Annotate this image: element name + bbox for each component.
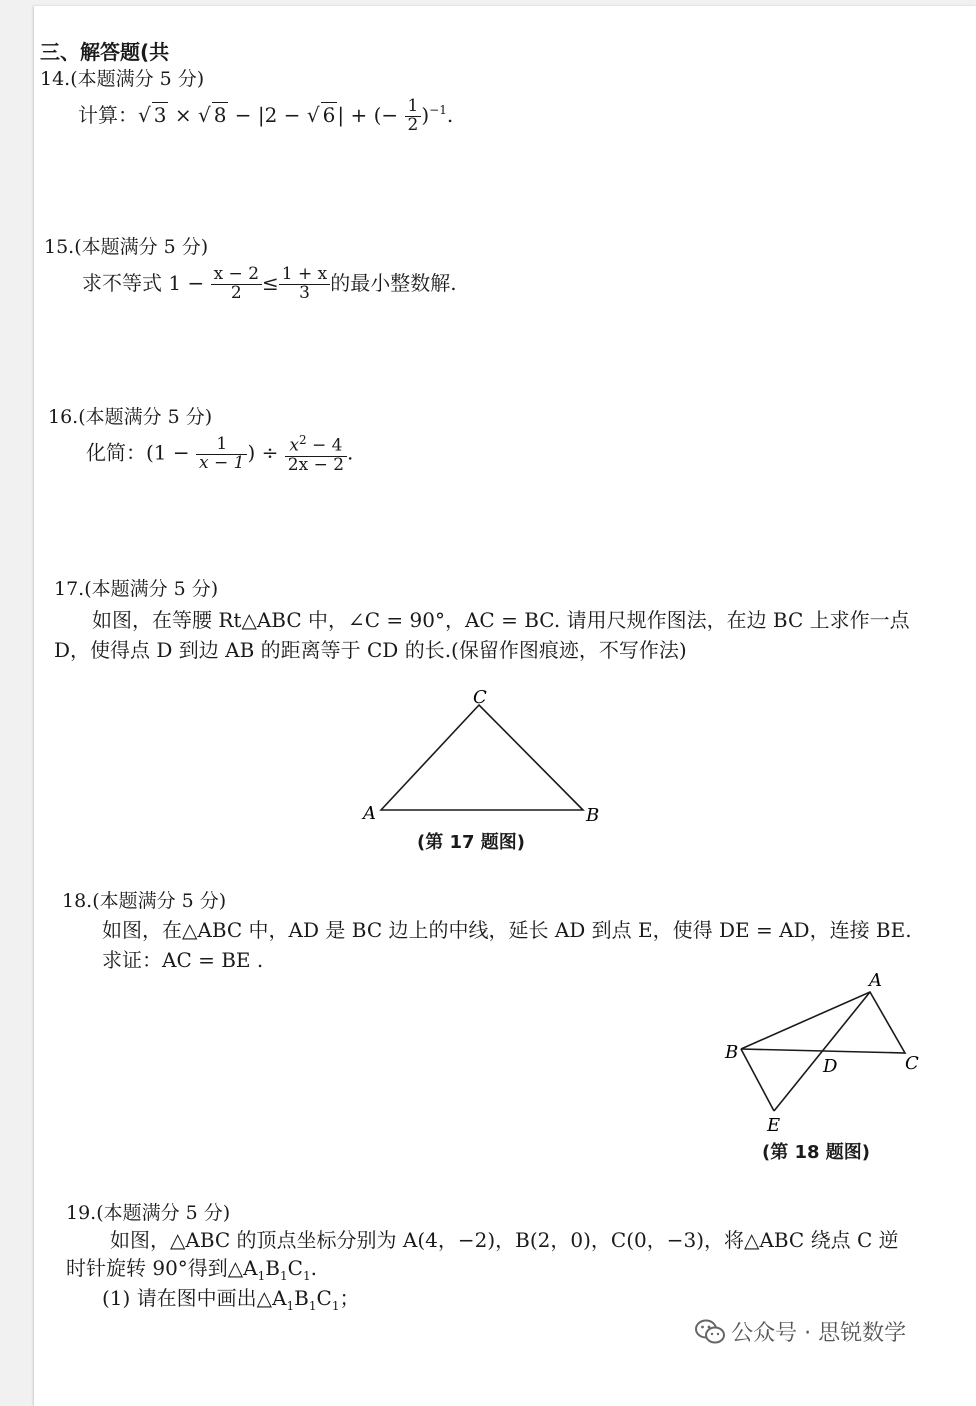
q16-f1-den: x − 1 — [199, 452, 245, 473]
q16-prompt: 化简：(1 − — [86, 440, 190, 465]
q17-line-2: D，使得点 D 到边 AB 的距离等于 CD 的长.(保留作图痕迹，不写作法) — [54, 638, 687, 662]
q17-label-b: B — [586, 805, 600, 826]
q14-fraction — [405, 98, 422, 135]
q16-f2-num-base: x — [289, 435, 299, 456]
q19-part-1 — [102, 1282, 359, 1313]
q19-part-sub-2: 1 — [308, 1299, 317, 1313]
watermark — [694, 1316, 906, 1347]
q17-label-a: A — [363, 803, 376, 824]
q17-line-1: 如图，在等腰 Rt△ABC 中，∠C = 90°，AC = BC. 请用尺规作图法，在边 BC 上求作一点 — [92, 608, 910, 632]
q18-segment-be — [741, 1049, 774, 1111]
q16-f2-den: 2x − 2 — [287, 454, 345, 475]
q19-part-1-end: ； — [339, 1286, 360, 1310]
q18-label-a: A — [869, 970, 882, 991]
q18-triangle-abc — [741, 992, 905, 1053]
q16-f2-num — [285, 434, 347, 457]
q19-line-2-end: . — [310, 1256, 317, 1280]
q14-times: × — [174, 102, 192, 127]
q15-f2-num: 1 + x — [279, 266, 330, 285]
q17-caption: (第 17 题图) — [417, 832, 526, 853]
q19-line-2 — [66, 1252, 317, 1283]
q19-points: (本题满分 5 分) — [96, 1202, 231, 1224]
q15-fraction-2 — [279, 266, 330, 303]
q18-line-2: 求证：AC = BE . — [102, 948, 264, 972]
q14-prompt: 计算： — [78, 102, 138, 127]
q14-exponent: −1 — [429, 103, 447, 118]
q19-line-2-b: B — [265, 1256, 280, 1280]
q14-end: . — [446, 102, 454, 127]
q17-header — [54, 574, 218, 601]
q15-leq: ≤ — [262, 270, 279, 295]
q19-header — [66, 1198, 230, 1225]
q14-abs-close: | + (− — [337, 102, 399, 127]
q19-sub-1: 1 — [257, 1269, 266, 1283]
q19-line-2-c: C — [287, 1256, 303, 1280]
q18-number: 18. — [62, 890, 93, 912]
q18-line-1: 如图，在△ABC 中，AD 是 BC 边上的中线，延长 AD 到点 E，使得 DE = AD，连接 BE. — [102, 918, 912, 942]
q19-part-c: C — [316, 1286, 332, 1310]
q17-number: 17. — [54, 578, 85, 600]
q18-label-c: C — [905, 1053, 919, 1074]
q19-part-1-pre: (1) 请在图中画出△A — [102, 1286, 287, 1310]
q14-close: ) — [421, 102, 430, 127]
q16-f1-num: 1 — [196, 436, 247, 455]
q16-expression — [86, 434, 353, 474]
q18-label-d: D — [823, 1056, 838, 1077]
q16-number: 16. — [48, 406, 79, 428]
q19-sub-3: 1 — [302, 1269, 311, 1283]
q14-frac-num: 1 — [405, 98, 422, 117]
q14-header — [40, 64, 204, 91]
q14-minus-abs: − |2 − — [228, 102, 301, 127]
q19-part-sub-1: 1 — [286, 1299, 295, 1313]
q19-part-b: B — [294, 1286, 309, 1310]
q15-fraction-1 — [211, 266, 262, 303]
q15-number: 15. — [44, 236, 75, 258]
q17-triangle-figure — [355, 683, 615, 828]
wechat-icon — [694, 1318, 726, 1346]
q15-end: 的最小整数解. — [330, 270, 457, 295]
q16-fraction-2 — [285, 434, 347, 474]
q15-f1-num: x − 2 — [211, 266, 262, 285]
q16-fraction-1 — [196, 433, 247, 473]
q19-part-sub-3: 1 — [331, 1299, 340, 1313]
q17-triangle — [381, 705, 583, 810]
q16-divide: ) ÷ — [247, 440, 279, 465]
q19-line-2-pre: 时针旋转 90°得到△A — [66, 1256, 258, 1280]
q18-points: (本题满分 5 分) — [92, 890, 227, 912]
q14-radicand-1: 3 — [153, 102, 167, 127]
watermark-text: 公众号 · 思锐数学 — [731, 1321, 907, 1346]
q15-expression — [82, 266, 457, 303]
q16-points: (本题满分 5 分) — [78, 406, 213, 428]
q15-points: (本题满分 5 分) — [74, 236, 209, 258]
q16-f2-num-exp: 2 — [298, 433, 307, 447]
q14-points: (本题满分 5 分) — [70, 68, 205, 90]
q15-header — [44, 232, 208, 259]
q15-prompt: 求不等式 1 − — [82, 270, 205, 295]
q17-points: (本题满分 5 分) — [84, 578, 219, 600]
section-heading: 三、解答题(共 — [40, 40, 170, 64]
q15-f1-den: 2 — [230, 282, 242, 303]
q15-f2-den: 3 — [299, 282, 310, 303]
q16-end: . — [347, 440, 354, 465]
q19-line-1: 如图，△ABC 的顶点坐标分别为 A(4，−2)，B(2，0)，C(0，−3)，将△ABC 绕点 C 逆 — [110, 1228, 899, 1252]
q18-label-e: E — [767, 1115, 781, 1136]
q16-header — [48, 402, 212, 429]
q18-caption: (第 18 题图) — [762, 1142, 871, 1163]
q14-radicand-2: 8 — [213, 102, 227, 127]
q16-f2-num-rest: − 4 — [306, 435, 343, 456]
q14-number: 14. — [40, 68, 71, 90]
q14-expression: 计算：√ 3 × √ 8 − |2 − √ 6 | + (− $\frac{1}{2}$ )$^{-1}$. — [78, 96, 454, 135]
q18-header — [62, 886, 226, 913]
q18-label-b: B — [725, 1042, 739, 1063]
q19-number: 19. — [66, 1202, 97, 1224]
q17-label-c: C — [473, 687, 487, 708]
q19-sub-2: 1 — [279, 1269, 288, 1283]
q18-triangle-figure — [715, 965, 930, 1137]
q14-frac-den: 2 — [407, 114, 419, 135]
q14-radicand-3: 6 — [322, 102, 336, 127]
